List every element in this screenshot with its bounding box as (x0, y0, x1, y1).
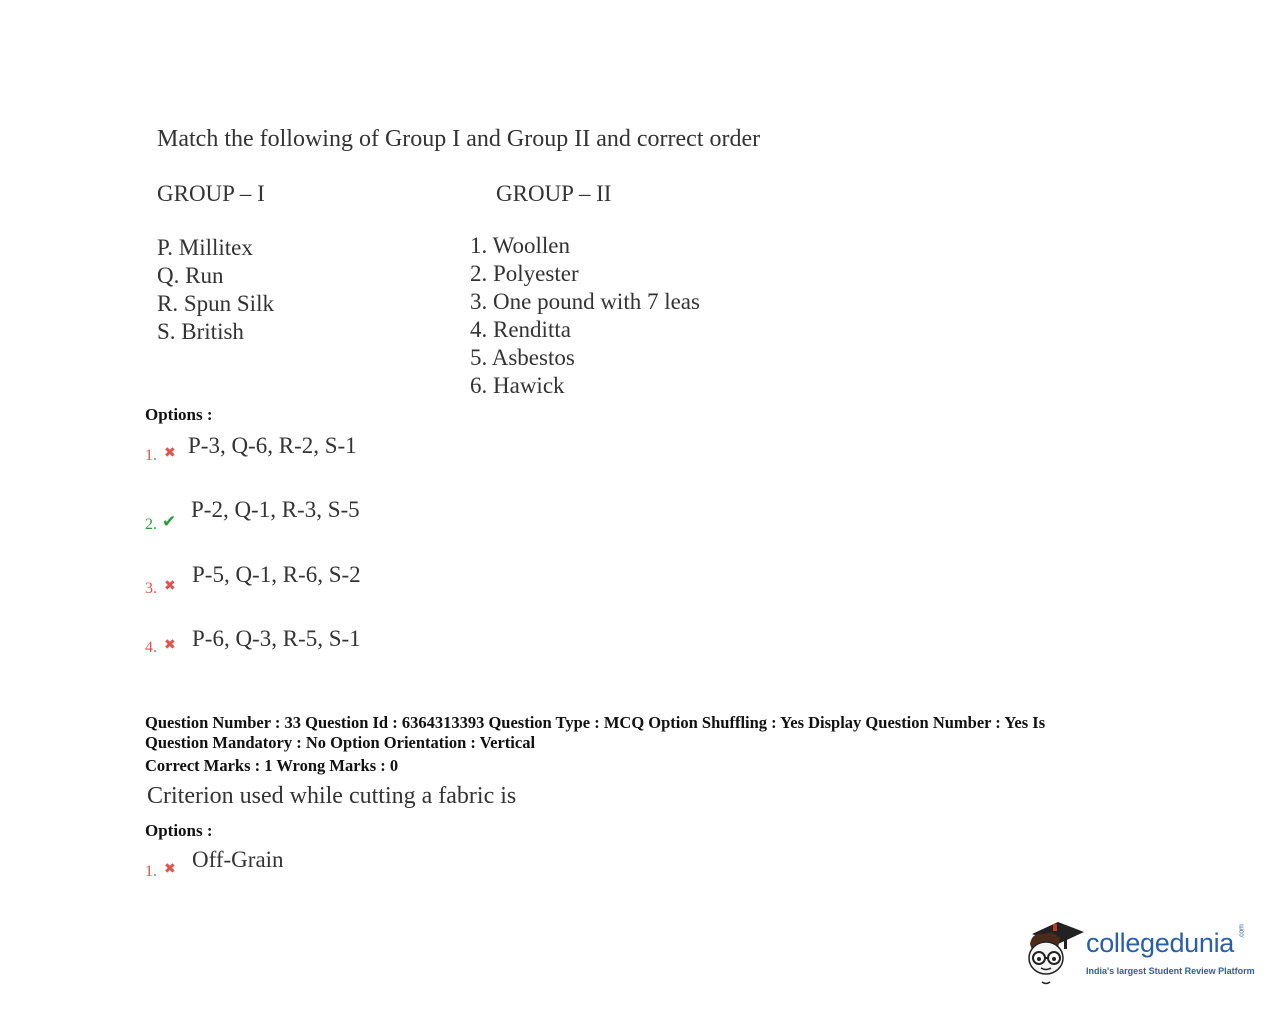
group-2-item: 2. Polyester (470, 261, 579, 286)
group-1-heading: GROUP – I (157, 181, 265, 206)
group-2-list (470, 232, 700, 400)
option-text[interactable]: P-3, Q-6, R-2, S-1 (188, 433, 357, 458)
wrong-mark-icon: ✖ (164, 445, 176, 461)
collegedunia-logo[interactable] (1024, 918, 1254, 988)
group-2-item: 1. Woollen (470, 233, 570, 258)
option-number: 1. (145, 863, 157, 880)
wrong-mark-icon: ✖ (164, 578, 176, 594)
question-meta-line: Question Mandatory : No Option Orientation : Vertical (145, 733, 536, 752)
group-2-item: 6. Hawick (470, 373, 565, 398)
wrong-mark-icon: ✖ (164, 637, 176, 653)
group-1-item: Q. Run (157, 263, 224, 288)
group-1-item: R. Spun Silk (157, 291, 274, 316)
group-2-item: 5. Asbestos (470, 345, 575, 370)
logo-name: collegedunia (1086, 928, 1235, 958)
wrong-mark-icon: ✖ (164, 861, 176, 877)
option-text[interactable]: P-2, Q-1, R-3, S-5 (191, 497, 360, 522)
option-text[interactable]: P-5, Q-1, R-6, S-2 (192, 562, 361, 587)
group-1-item: S. British (157, 319, 244, 344)
options-label: Options : (145, 405, 213, 424)
question-meta-line: Question Number : 33 Question Id : 6364313393 Question Type : MCQ Option Shuffling : Yes Display Question Number : Yes Is (145, 713, 1046, 732)
logo-tagline: India's largest Student Review Platform (1086, 966, 1255, 976)
option-number: 4. (145, 639, 157, 656)
question-stem: Criterion used while cutting a fabric is (147, 783, 517, 809)
option-number: 3. (145, 580, 157, 597)
group-1-item: P. Millitex (157, 235, 253, 260)
question-stem: Match the following of Group I and Group II and correct order (157, 126, 761, 152)
group-1-list (157, 234, 274, 346)
options-label: Options : (145, 821, 213, 840)
option-number: 1. (145, 447, 157, 464)
logo-suffix: .com (1238, 924, 1246, 939)
group-2-item: 3. One pound with 7 leas (470, 289, 700, 314)
option-number: 2. (145, 516, 157, 533)
option-text[interactable]: P-6, Q-3, R-5, S-1 (192, 626, 361, 651)
correct-check-icon: ✔ (162, 512, 177, 532)
mascot-icon (1024, 918, 1086, 988)
question-meta (145, 713, 1045, 753)
group-2-heading: GROUP – II (496, 181, 612, 206)
group-2-item: 4. Renditta (470, 317, 571, 342)
option-text[interactable]: Off-Grain (192, 847, 284, 872)
question-marks: Correct Marks : 1 Wrong Marks : 0 (145, 756, 399, 775)
